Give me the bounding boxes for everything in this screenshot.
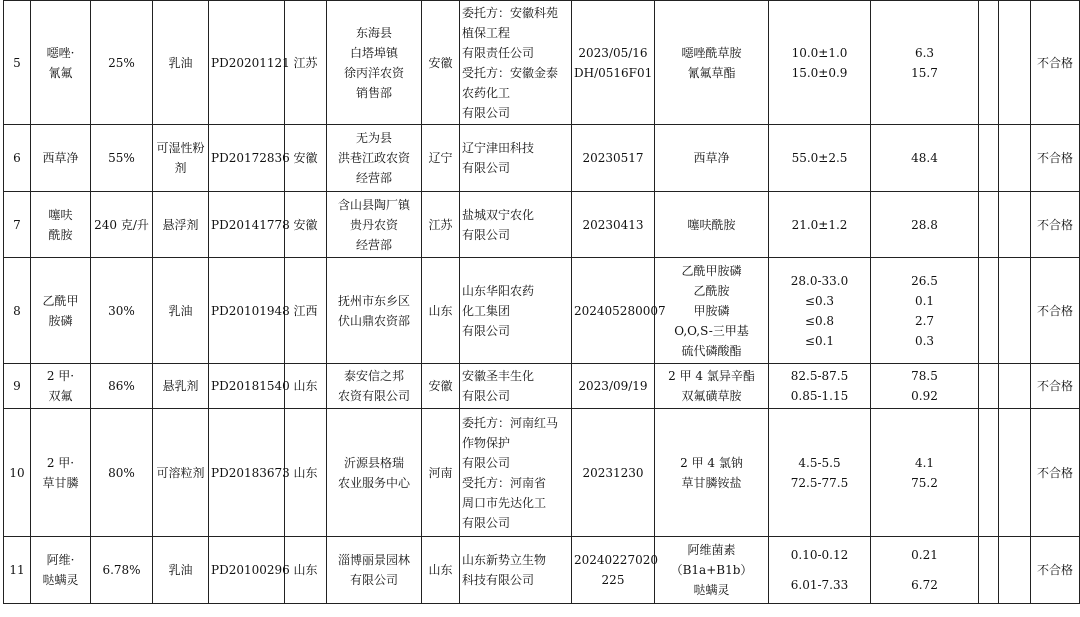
- standard-cell: [769, 192, 871, 258]
- product-name-line: 2 甲·: [46, 455, 75, 470]
- formulation-line: 乳油: [168, 55, 193, 70]
- producer-cell: [460, 192, 572, 258]
- producer-line: 作物保护: [462, 435, 511, 450]
- producer-cell: [460, 537, 572, 604]
- dealer-line: 经营部: [355, 237, 392, 252]
- dealer-cell: [327, 125, 422, 192]
- ingredient-cell: [655, 537, 769, 604]
- dealer-province-cell: [285, 409, 327, 537]
- dealer-line: 有限公司: [349, 573, 398, 587]
- batch-cell: [572, 409, 655, 537]
- standard-value-line: ≤0.1: [804, 333, 835, 348]
- ingredient-line: 双氟磺草胺: [681, 389, 742, 403]
- table-row: [4, 537, 1080, 604]
- content: 6.78%: [102, 563, 141, 577]
- result: 不合格: [1036, 379, 1073, 393]
- dealer-line: 徐丙洋农资: [343, 65, 404, 80]
- row-number: 11: [9, 563, 25, 577]
- ingredient-line: 甲胺磷: [693, 303, 730, 318]
- batch-cell: [572, 364, 655, 409]
- product-name-line: 胺磷: [48, 313, 73, 328]
- row-number: 5: [13, 55, 21, 70]
- row-number-cell: [4, 192, 31, 258]
- result-cell: [1031, 125, 1080, 192]
- producer-province-cell: [422, 537, 460, 604]
- measured-cell: [871, 1, 979, 125]
- result-cell: [1031, 409, 1080, 537]
- dealer-province-cell: [285, 1, 327, 125]
- producer-cell: [460, 1, 572, 125]
- batch-cell: [572, 537, 658, 604]
- producer-province-cell: [422, 1, 460, 125]
- product-name-line: 噁唑·: [46, 45, 75, 60]
- registration-number: PD20141778: [211, 217, 290, 232]
- dealer-cell: [327, 409, 422, 537]
- measured-value-line: 78.5: [911, 369, 938, 383]
- content-cell: [91, 1, 153, 125]
- dealer-province: 江苏: [293, 55, 318, 70]
- batch-line: 20231230: [582, 465, 644, 480]
- measured-value-line: 48.4: [911, 151, 938, 165]
- ingredient-line: 2 甲 4 氯异辛酯: [668, 369, 755, 383]
- registration-cell: [209, 125, 290, 192]
- dealer-line: 抚州市东乡区: [337, 293, 410, 308]
- measured-value-line: 0.92: [911, 389, 938, 403]
- product-name-cell: [31, 192, 91, 258]
- standard-value-line: 55.0±2.5: [791, 151, 848, 165]
- product-name-line: 草甘膦: [42, 475, 79, 490]
- formulation-line: 可湿性粉: [156, 141, 205, 155]
- table-row: [4, 364, 1080, 409]
- dealer-line: 洪巷江政农资: [337, 151, 410, 165]
- product-name-line: 酰胺: [48, 227, 73, 242]
- empty-cell: [999, 192, 1031, 258]
- producer-province: 河南: [428, 465, 453, 480]
- producer-cell: [460, 364, 572, 409]
- producer-line: 有限公司: [462, 105, 511, 120]
- measured-cell: [871, 125, 979, 192]
- content: 80%: [108, 465, 135, 480]
- batch-line: 2023/09/19: [578, 379, 648, 393]
- registration-number: PD20181540: [211, 379, 290, 393]
- formulation-cell: [153, 258, 209, 364]
- table-row: [4, 258, 1080, 364]
- producer-province-cell: [422, 258, 460, 364]
- standard-value-line: 82.5-87.5: [790, 369, 849, 383]
- ingredient-cell: [655, 192, 769, 258]
- product-name-line: 阿维·: [46, 553, 75, 567]
- result-cell: [1031, 192, 1080, 258]
- dealer-province: 山东: [293, 379, 318, 393]
- content: 240 克/升: [94, 217, 149, 232]
- product-name-cell: [31, 125, 91, 192]
- result-cell: [1031, 364, 1080, 409]
- measured-value-line: 28.8: [911, 217, 938, 232]
- ingredient-cell: [655, 1, 769, 125]
- result-cell: [1031, 1, 1080, 125]
- producer-line: 安徽圣丰生化: [462, 369, 535, 383]
- dealer-line: 含山县陶厂镇: [337, 197, 410, 212]
- dealer-cell: [327, 537, 422, 604]
- row-number-cell: [4, 364, 31, 409]
- table-row: [4, 192, 1080, 258]
- product-name-line: 双氟: [48, 389, 73, 403]
- registration-number: PD20101948: [211, 303, 290, 318]
- registration-cell: [209, 1, 290, 125]
- registration-cell: [209, 537, 290, 604]
- product-name-cell: [31, 409, 91, 537]
- product-name-line: 乙酰甲: [42, 293, 79, 308]
- batch-line: 20240227020: [574, 553, 658, 567]
- product-name-cell: [31, 258, 91, 364]
- content-cell: [91, 364, 153, 409]
- product-name-cell: [31, 537, 91, 604]
- producer-province: 江苏: [428, 217, 453, 232]
- formulation-cell: [153, 1, 209, 125]
- empty-cell: [979, 125, 999, 192]
- formulation-cell: [153, 537, 209, 604]
- measured-value-line: 26.5: [911, 273, 938, 288]
- ingredient-cell: [655, 125, 769, 192]
- producer-line: 农药化工: [462, 85, 511, 100]
- formulation-cell: [153, 192, 209, 258]
- inspection-table: [3, 0, 1080, 604]
- producer-line: 有限公司: [462, 455, 511, 470]
- empty-cell: [979, 364, 999, 409]
- measured-value-line: 75.2: [911, 475, 938, 490]
- formulation-line: 乳油: [168, 303, 193, 318]
- ingredient-line: 西草净: [693, 151, 730, 165]
- row-number-cell: [4, 409, 31, 537]
- ingredient-line: 2 甲 4 氯钠: [680, 455, 743, 470]
- producer-line: 山东华阳农药: [462, 283, 535, 298]
- standard-value-line: 6.01-7.33: [790, 578, 849, 592]
- formulation-line: 悬浮剂: [162, 217, 199, 232]
- ingredient-cell: [655, 364, 769, 409]
- dealer-line: 淄博丽景园林: [337, 553, 410, 567]
- measured-cell: [871, 409, 979, 537]
- dealer-line: 农资有限公司: [337, 389, 410, 403]
- producer-line: 科技有限公司: [462, 573, 535, 587]
- row-number: 8: [13, 303, 21, 318]
- dealer-line: 泰安信之邦: [343, 369, 404, 383]
- ingredient-line: 氰氟草酯: [687, 65, 736, 80]
- dealer-cell: [327, 1, 422, 125]
- empty-cell: [979, 192, 999, 258]
- empty-cell: [999, 1, 1031, 125]
- dealer-cell: [327, 192, 422, 258]
- producer-line: 有限公司: [462, 161, 511, 175]
- row-number-cell: [4, 258, 31, 364]
- dealer-line: 无为县: [355, 131, 392, 145]
- measured-value-line: 0.3: [914, 333, 935, 348]
- standard-value-line: 15.0±0.9: [791, 65, 848, 80]
- standard-value-line: 28.0-33.0: [790, 273, 849, 288]
- ingredient-line: 乙酰甲胺磷: [681, 263, 742, 278]
- result: 不合格: [1036, 55, 1073, 70]
- empty-cell: [979, 537, 999, 604]
- dealer-province-cell: [285, 258, 327, 364]
- measured-value-line: 0.1: [914, 293, 935, 308]
- producer-line: 有限公司: [462, 323, 511, 338]
- dealer-province-cell: [285, 537, 327, 604]
- dealer-cell: [327, 364, 422, 409]
- measured-cell: [871, 364, 979, 409]
- ingredient-line: 硫代磷酸酯: [681, 343, 742, 358]
- dealer-line: 农业服务中心: [337, 475, 410, 490]
- table-row: [4, 1, 1080, 125]
- dealer-cell: [327, 258, 422, 364]
- row-number-cell: [4, 125, 31, 192]
- dealer-province: 山东: [293, 465, 318, 480]
- batch-line: 20230517: [582, 151, 644, 165]
- batch-cell: [572, 258, 666, 364]
- ingredient-line: 噁唑酰草胺: [681, 45, 742, 60]
- dealer-province: 山东: [293, 563, 318, 577]
- result: 不合格: [1036, 217, 1073, 232]
- product-name-line: 西草净: [42, 151, 79, 165]
- batch-line: 225: [601, 573, 625, 587]
- producer-line: 山东新势立生物: [462, 553, 547, 567]
- standard-cell: [769, 258, 871, 364]
- formulation-cell: [153, 409, 209, 537]
- registration-cell: [209, 409, 290, 537]
- standard-cell: [769, 409, 871, 537]
- dealer-line: 经营部: [355, 171, 392, 185]
- result: 不合格: [1036, 563, 1073, 577]
- result: 不合格: [1036, 151, 1073, 165]
- standard-cell: [769, 364, 871, 409]
- row-number-cell: [4, 537, 31, 604]
- measured-cell: [871, 537, 979, 604]
- result: 不合格: [1036, 303, 1073, 318]
- content-cell: [91, 258, 153, 364]
- standard-cell: [769, 1, 871, 125]
- dealer-province: 安徽: [293, 151, 318, 165]
- batch-cell: [572, 192, 655, 258]
- formulation-cell: [153, 125, 209, 192]
- formulation-line: 剂: [174, 161, 187, 175]
- producer-line: 辽宁津田科技: [462, 141, 535, 155]
- dealer-province-cell: [285, 125, 327, 192]
- producer-province: 山东: [428, 563, 453, 577]
- producer-province-cell: [422, 364, 460, 409]
- row-number: 9: [13, 379, 21, 393]
- registration-cell: [209, 192, 290, 258]
- standard-value-line: 4.5-5.5: [798, 455, 841, 470]
- registration-number: PD20201121: [211, 55, 290, 70]
- standard-cell: [769, 125, 871, 192]
- measured-value-line: 2.7: [914, 313, 935, 328]
- empty-cell: [999, 364, 1031, 409]
- producer-line: 盐城双宁农化: [462, 207, 535, 222]
- product-name-cell: [31, 1, 91, 125]
- dealer-line: 东海县: [355, 25, 392, 40]
- formulation-line: 乳油: [168, 563, 193, 577]
- product-name-line: 氰氟: [48, 65, 73, 80]
- product-name-line: 2 甲·: [46, 369, 75, 383]
- producer-line: 委托方：安徽科苑: [462, 5, 559, 20]
- standard-value-line: 0.10-0.12: [790, 548, 849, 562]
- producer-line: 受托方：安徽金泰: [462, 65, 559, 80]
- table-body: [4, 1, 1080, 604]
- measured-value-line: 15.7: [911, 65, 938, 80]
- dealer-line: 销售部: [355, 85, 392, 100]
- empty-cell: [979, 1, 999, 125]
- registration-number: PD20183673: [211, 465, 290, 480]
- empty-cell: [999, 537, 1031, 604]
- measured-cell: [871, 192, 979, 258]
- producer-province: 安徽: [428, 379, 453, 393]
- empty-cell: [979, 409, 999, 537]
- empty-cell: [999, 125, 1031, 192]
- measured-value-line: 0.21: [911, 548, 938, 562]
- batch-cell: [572, 1, 655, 125]
- product-name-line: 哒螨灵: [42, 573, 79, 587]
- producer-line: 受托方：河南省: [462, 475, 547, 490]
- standard-value-line: ≤0.3: [804, 293, 835, 308]
- content: 30%: [108, 303, 135, 318]
- ingredient-cell: [655, 258, 769, 364]
- measured-value-line: [873, 565, 976, 575]
- table-row: [4, 409, 1080, 537]
- producer-province: 辽宁: [428, 151, 453, 165]
- producer-line: 化工集团: [462, 303, 511, 318]
- dealer-line: 伏山鼎农资部: [337, 313, 410, 328]
- producer-cell: [460, 258, 572, 364]
- standard-value-line: 21.0±1.2: [791, 217, 848, 232]
- formulation-line: 可溶粒剂: [156, 465, 205, 480]
- result: 不合格: [1036, 465, 1073, 480]
- dealer-line: 沂源县格瑞: [343, 455, 404, 470]
- dealer-line: 白塔埠镇: [349, 45, 398, 60]
- ingredient-line: 阿维菌素: [687, 543, 736, 557]
- empty-cell: [999, 258, 1031, 364]
- result-cell: [1031, 537, 1080, 604]
- dealer-line: 贵丹农资: [349, 217, 398, 232]
- empty-cell: [999, 409, 1031, 537]
- producer-province-cell: [422, 192, 460, 258]
- ingredient-line: O,O,S-三甲基: [674, 323, 749, 338]
- producer-cell: [460, 125, 572, 192]
- standard-value-line: [771, 565, 868, 575]
- table-row: [4, 125, 1080, 192]
- producer-line: 植保工程: [462, 25, 511, 40]
- ingredient-line: 草甘膦铵盐: [681, 475, 742, 490]
- measured-value-line: 6.3: [914, 45, 935, 60]
- producer-province: 安徽: [428, 55, 453, 70]
- ingredient-cell: [655, 409, 769, 537]
- content: 86%: [108, 379, 135, 393]
- batch-line: 202405280007: [574, 303, 666, 318]
- dealer-province-cell: [285, 364, 327, 409]
- producer-province: 山东: [428, 303, 453, 318]
- producer-line: 有限责任公司: [462, 45, 535, 60]
- standard-value-line: 72.5-77.5: [790, 475, 849, 490]
- standard-value-line: 0.85-1.15: [790, 389, 849, 403]
- producer-cell: [460, 409, 572, 537]
- ingredient-line: 乙酰胺: [693, 283, 730, 298]
- formulation-line: 悬乳剂: [162, 379, 199, 393]
- producer-line: 有限公司: [462, 227, 511, 242]
- measured-value-line: 6.72: [911, 578, 938, 592]
- standard-cell: [769, 537, 871, 604]
- content: 55%: [108, 151, 135, 165]
- batch-cell: [572, 125, 655, 192]
- registration-cell: [209, 258, 290, 364]
- content-cell: [91, 125, 153, 192]
- producer-province-cell: [422, 125, 460, 192]
- dealer-province: 安徽: [293, 217, 318, 232]
- producer-line: 有限公司: [462, 389, 511, 403]
- content-cell: [91, 537, 153, 604]
- batch-line: DH/0516F01: [574, 65, 653, 80]
- result-cell: [1031, 258, 1080, 364]
- measured-value-line: 4.1: [914, 455, 935, 470]
- row-number: 10: [9, 465, 25, 480]
- registration-number: PD20100296: [211, 563, 290, 577]
- product-name-line: 噻呋: [48, 207, 73, 222]
- content-cell: [91, 409, 153, 537]
- producer-line: 有限公司: [462, 515, 511, 530]
- producer-line: 委托方：河南红马: [462, 415, 559, 430]
- row-number-cell: [4, 1, 31, 125]
- measured-cell: [871, 258, 979, 364]
- ingredient-line: 噻呋酰胺: [687, 217, 736, 232]
- content: 25%: [108, 55, 135, 70]
- dealer-province-cell: [285, 192, 327, 258]
- dealer-province: 江西: [293, 303, 318, 318]
- standard-value-line: ≤0.8: [804, 313, 835, 328]
- registration-number: PD20172836: [211, 151, 290, 165]
- registration-cell: [209, 364, 290, 409]
- ingredient-line: 哒螨灵: [693, 583, 730, 597]
- batch-line: 2023/05/16: [578, 45, 648, 60]
- row-number: 7: [13, 217, 21, 232]
- row-number: 6: [13, 151, 21, 165]
- content-cell: [91, 192, 153, 258]
- producer-line: 周口市先达化工: [462, 495, 547, 510]
- ingredient-line: （B1a+B1b）: [670, 563, 753, 577]
- producer-province-cell: [422, 409, 460, 537]
- standard-value-line: 10.0±1.0: [791, 45, 848, 60]
- product-name-cell: [31, 364, 91, 409]
- batch-line: 20230413: [582, 217, 644, 232]
- formulation-cell: [153, 364, 209, 409]
- empty-cell: [979, 258, 999, 364]
